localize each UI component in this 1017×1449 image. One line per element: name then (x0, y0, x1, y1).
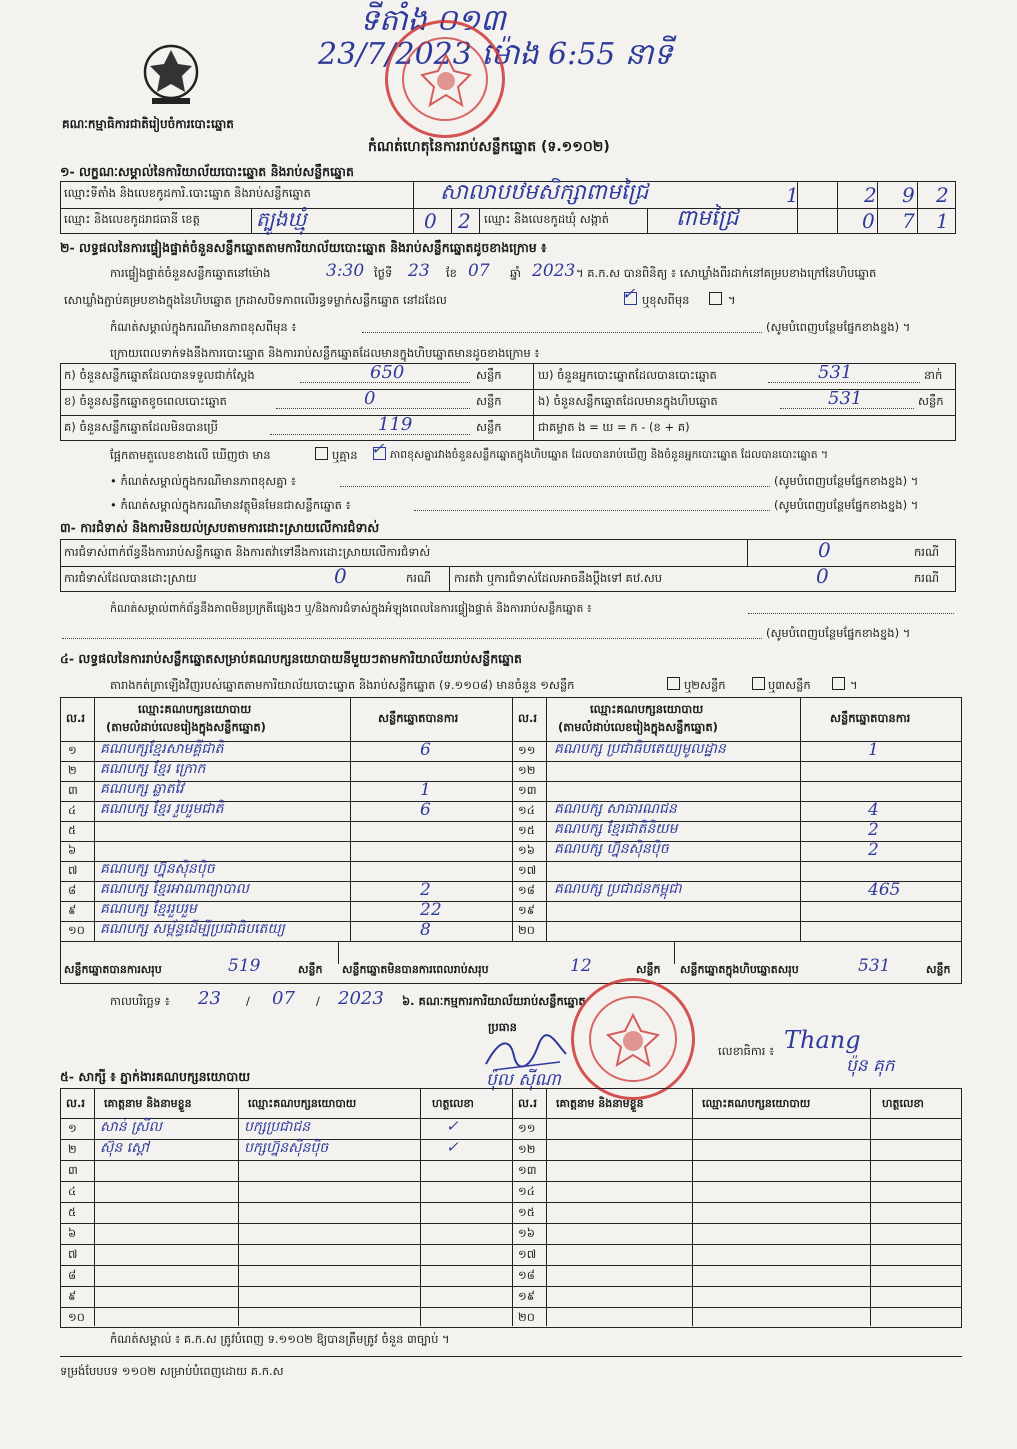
witness-col-divider (870, 1088, 871, 1326)
secretary-signature: Thang (784, 1026, 861, 1054)
total-invalid-label: សន្លឹកឆ្នោតមិនបានការពេលរាប់សរុប (342, 963, 489, 976)
section4-intro-c: ឬ៣សន្លឹក (768, 678, 811, 692)
party-row-number: ១៤ (518, 803, 535, 817)
section1-province-label: ឈ្មោះ និងលេខកូដរាជធានី ខេត្ត (64, 212, 200, 226)
results-row-divider (60, 781, 962, 782)
witness-row-number: ៥ (68, 1205, 77, 1219)
total-valid-unit: សន្លឹក (298, 963, 323, 976)
party-row-name: គណបក្ស ខ្មែរ ក្រោក (100, 761, 206, 777)
nec-logo-icon (140, 42, 202, 108)
chair-label: ប្រធាន (488, 1020, 517, 1034)
party-row-number: ៥ (68, 823, 77, 837)
party-row-name: គណបក្សខ្មែរសាមគ្គីជាតិ (100, 741, 224, 757)
results-total-divider (60, 941, 962, 942)
witness-row-divider (60, 1244, 962, 1245)
stamp-emblem-icon (418, 51, 474, 109)
party-row-number: ១៧ (518, 863, 537, 877)
witness-row-divider (60, 1265, 962, 1266)
col-party-header: ឈ្មោះគណបក្សនយោបាយ (590, 702, 704, 716)
witness-no-header: ល.រ (518, 1096, 537, 1110)
location-code-digit-4: 2 (936, 183, 949, 207)
witness-row-name: ស៊ុន ស្ដៅ (100, 1140, 149, 1156)
objection-row2b-unit: ករណី (914, 571, 939, 585)
witness-row-divider (60, 1160, 962, 1161)
bullet2-tail: (សូមបំពេញបន្ថែមផ្នែកខាងខ្នង) ។ (774, 498, 919, 512)
section1-title: ១- លក្ខណៈសម្គាល់នៃការិយាល័យបោះឆ្នោត និងរាប់សន្លឹកឆ្នោត (60, 164, 354, 179)
formula-label: ជាគម្លាត ង = ឃ = ក - (ខ + គ) (538, 420, 690, 434)
party-row-votes: 1 (420, 780, 431, 800)
count-committee-label: ៦. គណៈកម្មការការិយាល័យរាប់សន្លឹកឆ្នោត (402, 994, 586, 1008)
section2-title: ២- លទ្ធផលនៃការផ្ទៀងផ្ទាត់ចំនួនសន្លឹកឆ្នោតតាមការិយាល័យបោះឆ្នោត និងរាប់សន្លឹកឆ្នោតដូចខាងក្រោម ៖ (60, 240, 547, 255)
results-row-divider (60, 821, 962, 822)
section4-title: ៤- លទ្ធផលនៃការរាប់សន្លឹកឆ្នោតសម្រាប់គណបក្សនយោបាយនីមួយៗតាមការិយាល័យរាប់សន្លឹកឆ្នោត (60, 651, 522, 666)
discrepancy-text-b: ឬគ្មាន (332, 448, 358, 462)
row-e-value: 531 (828, 388, 863, 409)
results-col-divider (350, 697, 351, 941)
party-row-number: ៧ (68, 863, 78, 877)
row-c-unit: សន្លឹក (476, 420, 502, 434)
total-divider-2 (674, 941, 675, 964)
party-row-number: ១០ (68, 923, 85, 937)
witness-row-divider (60, 1286, 962, 1287)
witness-row-number: ៦ (68, 1226, 77, 1240)
row-d-label: ឃ) ចំនួនអ្នកបោះឆ្នោតដែលបានបោះឆ្នោត (538, 368, 717, 382)
witness-col-divider (238, 1088, 239, 1326)
verification-text-a: ការផ្ទៀងផ្ទាត់ចំនួនសន្លឹកឆ្នោតនៅម៉ោង (110, 266, 271, 280)
party-row-number: ៤ (68, 803, 77, 817)
party-row-votes: 1 (868, 740, 879, 760)
party-row-number: ២ (68, 763, 77, 777)
footer-text: ទម្រង់បែបបទ ១១០២ សម្រាប់បំពេញដោយ គ.ក.ស (60, 1364, 284, 1378)
date-year: 2023 (338, 988, 384, 1009)
changed-checkbox[interactable] (709, 292, 722, 305)
date-day: 23 (198, 988, 221, 1009)
section4-intro: តារាងកត់ត្រាឡើងវិញរបស់ឆ្នោតតាមការិយាល័យបោះឆ្នោត និងរាប់សន្លឹកឆ្នោត (ទ.១១០៨) មានចំនួន ១សន្លឹក (110, 678, 575, 692)
secretary-label: លេខាធិការ ៖ (718, 1044, 775, 1058)
total-box-value: 531 (858, 956, 891, 976)
commune-code-digit-2: 7 (902, 209, 915, 233)
total-invalid-unit: សន្លឹក (636, 963, 661, 976)
bullet1-label: • កំណត់សម្គាល់ក្នុងករណីមានភាពខុសគ្នា ៖ (110, 474, 296, 488)
committee-name: គណៈកម្មាធិការជាតិរៀបចំការបោះឆ្នោត (62, 117, 234, 131)
witness-col-divider (94, 1088, 95, 1326)
col-votes-header: សន្លឹកឆ្នោតបានការ (378, 711, 459, 725)
official-stamp-bottom (571, 978, 695, 1100)
witness-row-number: ១១ (518, 1121, 536, 1135)
party-row-votes: 6 (420, 740, 431, 760)
document-page: ទីតាំង ០១៣ 23/7/2023 ម៉ោង 6:55 នាទី គណៈកម្មាធិការជាតិរៀបចំការបោះឆ្នោត កំណត់ហេតុនៃការរាប់សន្លឹកឆ្នោត (ទ.១១០២) ១- លក្ខណៈសម្គាល់នៃការិយាល័យបោះឆ្នោត និងរាប់សន្លឹកឆ្នោត ឈ្មោះទីតាំង និងលេខកូដការិ.បោះឆ្នោត និងរាប់សន្លឹកឆ្នោត សាលាបឋមសិក្សាពាមជ្រៃ 1 2 9 2 ឈ្មោះ និងលេខកូដរាជធានី ខេត្ត ត្បូងឃ្មុំ 0 2 ឈ្មោះ និងលេខកូដឃុំ សង្កាត់ ពាមជ្រៃ 0 7 1 ២- លទ្ធផលនៃការផ្ទៀងផ្ទាត់ចំនួនសន្លឹកឆ្នោតតាមការិយាល័យបោះឆ្នោត និងរាប់សន្លឹកឆ្នោតដូចខាងក្រោម ៖ ការផ្ទៀងផ្ទាត់ចំនួនសន្លឹកឆ្នោតនៅម៉ោង 3:30 ថ្ងៃទី 23 ខែ 07 ឆ្នាំ 2023 ។ គ.ក.ស បានពិនិត្យ ៖ សោឃ្លាំងពីរដាក់នៅគម្របខាងក្រៅនៃហិបឆ្នោត សោឃ្លាំងភ្ជាប់គម្របខាងក្នុងនៃហិបឆ្នោត ក្រដាសបិទភាពលើរន្ធទម្លាក់សន្លឹកឆ្នោត នៅដដែល ✓ ឬខុសពីមុន ។ កំណត់សម្គាល់ក្នុងករណីមានភាពខុសពីមុន ៖ (សូមបំពេញបន្ថែមផ្នែកខាងខ្នង) ។ ក្រោយពេលទាក់ទងនឹងការបោះឆ្នោត និងការរាប់សន្លឹកឆ្នោតដែលមានក្នុងហិបឆ្នោតមានដូចខាងក្រោម ៖ ក) ចំនួនសន្លឹកឆ្នោតដែលបានទទួលជាក់ស្តែង 650 សន្លឹក ខ) ចំនួនសន្លឹកឆ្នោតខូចពេលបោះឆ្នោត 0 សន្លឹក គ) ចំនួនសន្លឹកឆ្នោតដែលមិនបានប្រើ 119 សន្លឹក ឃ) ចំនួនអ្នកបោះឆ្នោតដែលបានបោះឆ្នោត 531 នាក់ ង) ចំនួនសន្លឹកឆ្នោតដែលមានក្នុងហិបឆ្នោត 531 សន្លឹក ជាគម្លាត ង = ឃ = ក - (ខ + គ) ផ្អែកតាមតួលេខខាងលើ ឃើញថា មាន ឬគ្មាន ✓ ភាពខុសគ្នារវាងចំនួនសន្លឹកឆ្នោតក្នុងហិបឆ្នោត ដែលបានរាប់ឃើញ និងចំនួនអ្នកបោះឆ្នោត ដែលបានបោះឆ្នោត ។ • កំណត់សម្គាល់ក្នុងករណីមានភាពខុសគ្នា ៖ (សូមបំពេញបន្ថែមផ្នែកខាងខ្នង) ។ • កំណត់សម្គាល់ក្នុងករណីមានវត្ថុមិនមែនជាសន្លឹកឆ្នោត ៖ (សូមបំពេញបន្ថែមផ្នែកខាងខ្នង) ។ ៣- ការជំទាស់ និងការមិនយល់ស្របតាមការដោះស្រាយលើការជំទាស់ ការជំទាស់ពាក់ព័ន្ធនឹងការរាប់សន្លឹកឆ្នោត និងការតវ៉ាទៅនឹងការដោះស្រាយលើការជំទាស់ 0 ករណី ការជំទាស់ដែលបានដោះស្រាយ 0 ករណី ការតវ៉ា ឬការជំទាស់ដែលអាចនឹងប្តឹងទៅ គឋ.សប 0 ករណី កំណត់សម្គាល់ពាក់ព័ន្ធនឹងភាពមិនប្រក្រតីផ្សេងៗ ឬ/និងការជំទាស់ក្នុងអំឡុងពេលនៃការផ្ទៀងផ្ទាត់ និងការរាប់សន្លឹកឆ្នោត ៖ (សូមបំពេញបន្ថែមផ្នែកខាងខ្នង) ។ ៤- លទ្ធផលនៃការរាប់សន្លឹកឆ្នោតសម្រាប់គណបក្សនយោបាយនីមួយៗតាមការិយាល័យរាប់សន្លឹកឆ្នោត តារាងកត់ត្រាឡើងវិញរបស់ឆ្នោតតាមការិយាល័យបោះឆ្នោត និងរាប់សន្លឹកឆ្នោត (ទ.១១០៨) មានចំនួន ១សន្លឹក ឬ២សន្លឹក ឬ៣សន្លឹក ។ ល.រ ឈ្មោះគណបក្សនយោបាយ (តាមលំដាប់លេខរៀងក្នុងសន្លឹកឆ្នោត) សន្លឹកឆ្នោតបានការ ល.រ ឈ្មោះគណបក្សនយោបាយ (តាមលំដាប់លេខរៀងក្នុងសន្លឹកឆ្នោត) សន្លឹកឆ្នោតបានការ ១ គណបក្សខ្មែរសាមគ្គីជាតិ 6 ២ គណបក្ស ខ្មែរ ក្រោក ៣ គណបក្ស ឆ្លាតវៃ 1 ៤ គណបក្ស ខ្មែរ រួបរួមជាតិ 6 ៥ ៦ ៧ គណបក្ស ហ្វ៊ុនស៊ិនប៉ិច ៨ គណបក្ស ខ្មែរអាណាព្យាបាល 2 ៩ គណបក្ស ខ្មែររួបរួម 22 ១០ គណបក្ស សម្ព័ន្ធដើម្បីប្រជាធិបតេយ្យ 8 ១១ គណបក្ស ប្រជាធិបតេយ្យមូលដ្ឋាន 1 ១២ ១៣ ១៤ គណបក្ស សាធារណជន 4 ១៥ គណបក្ស ខ្មែរជាតិនិយម 2 ១៦ គណបក្ស ហ្វ៊ុនស៊ិនប៉ិច 2 ១៧ ១៨ គណបក្ស ប្រជាជនកម្ពុជា 465 ១៩ ២០ សន្លឹកឆ្នោតបានការសរុប 519 សន្លឹក សន្លឹកឆ្នោតមិនបានការពេលរាប់សរុប 12 សន្លឹក សន្លឹកឆ្នោតក្នុងហិបឆ្នោតសរុប 531 សន្លឹក កាលបរិច្ឆេទ ៖ 23 / 07 / 2023 ៦. គណៈកម្មការការិយាល័យរាប់សន្លឹកឆ្នោត ប្រធាន លេខាធិការ ៖ Thang ប៉ុន គុក ប៉ុល ស៊ីណា ៥- សាក្សី ៖ ភ្នាក់ងារគណបក្សនយោបាយ ល.រ គោត្តនាម និងនាមខ្លួន ឈ្មោះគណបក្សនយោបាយ ហត្ថលេខា ល.រ គោត្តនាម និងនាមខ្លួន ឈ្មោះគណបក្សនយោបាយ ហត្ថលេខា ១ សាន់ ស្រីល បក្សប្រជាជន ✓ ២ ស៊ុន ស្ដៅ បក្សហ្វ៊ុនស៊ិនប៉ិច ✓ ៣ ៤ ៥ ៦ ៧ ៨ ៩ ១០ ១១ ១២ ១៣ ១៤ ១៥ ១៦ ១៧ ១៨ ១៩ ២០ កំណត់សម្គាល់ ៖ គ.ក.ស ត្រូវបំពេញ ទ.១១០២ ឱ្យបានត្រឹមត្រូវ ចំនួន ៣ច្បាប់ ។ ទម្រង់បែបបទ ១១០២ សម្រាប់បំពេញដោយ គ.ក.ស (0, 0, 1017, 1449)
total-valid-label: សន្លឹកឆ្នោតបានការសរុប (64, 963, 162, 976)
results-col-divider (512, 697, 513, 941)
witness-row-number: ២ (68, 1142, 77, 1156)
section1-location-value: សាលាបឋមសិក្សាពាមជ្រៃ (440, 180, 649, 205)
note1-tail: (សូមបំពេញបន្ថែមផ្នែកខាងខ្នង) ។ (766, 320, 911, 334)
witness-row-number: ៤ (68, 1184, 77, 1198)
objection-row1-value: 0 (818, 538, 831, 562)
bullet2-label: • កំណត់សម្គាល់ក្នុងករណីមានវត្ថុមិនមែនជាសន្លឹកឆ្នោត ៖ (110, 498, 351, 512)
commune-code-digit-3: 1 (936, 209, 949, 233)
party-row-name: គណបក្ស ប្រជាជនកម្ពុជា (554, 881, 682, 897)
row-d-unit: នាក់ (924, 368, 943, 382)
party-row-name: គណបក្ស ខ្មែរជាតិនិយម (554, 821, 678, 837)
verification-text-e: ។ គ.ក.ស បានពិនិត្យ ៖ សោឃ្លាំងពីរដាក់នៅគម្របខាងក្រៅនៃហិបឆ្នោត (576, 266, 877, 280)
witness-row-signature: ✓ (446, 1138, 459, 1156)
col-party-subheader: (តាមលំដាប់លេខរៀងក្នុងសន្លឹកឆ្នោត) (558, 720, 718, 734)
party-row-name: គណបក្ស ហ្វ៊ុនស៊ិនប៉ិច (554, 841, 669, 857)
row-b-unit: សន្លឹក (476, 394, 502, 408)
witness-row-party: បក្សប្រជាជន (244, 1119, 311, 1135)
witness-row-number: ២០ (518, 1310, 535, 1324)
row-b-value: 0 (364, 388, 376, 409)
witness-header-divider (60, 1118, 962, 1119)
bullet1-tail: (សូមបំពេញបន្ថែមផ្នែកខាងខ្នង) ។ (774, 474, 919, 488)
witness-row-divider (60, 1307, 962, 1308)
witness-row-number: ៧ (68, 1247, 78, 1261)
witness-row-number: ១៧ (518, 1247, 537, 1261)
witness-no-header: ល.រ (66, 1096, 85, 1110)
results-row-divider (60, 841, 962, 842)
total-box-unit: សន្លឹក (926, 963, 951, 976)
commune-code-digit-1: 0 (862, 209, 875, 233)
witness-row-number: ១៦ (518, 1226, 535, 1240)
verification-text-f: សោឃ្លាំងភ្ជាប់គម្របខាងក្នុងនៃហិបឆ្នោត ក្រដាសបិទភាពលើរន្ធទម្លាក់សន្លឹកឆ្នោត នៅដដែល (64, 293, 447, 307)
row-d-value: 531 (818, 362, 853, 383)
party-row-votes: 4 (868, 800, 879, 820)
section1-commune-value: ពាមជ្រៃ (676, 206, 739, 231)
witness-col-divider (512, 1088, 513, 1326)
objection-row2-value: 0 (334, 564, 347, 588)
party-row-number: ១៦ (518, 843, 535, 857)
witness-col-divider (420, 1088, 421, 1326)
witness-row-number: ៩ (68, 1289, 77, 1303)
province-code-digit-2: 2 (458, 209, 471, 233)
three-sheet-checkbox[interactable] (832, 677, 845, 690)
party-row-number: ៦ (68, 843, 77, 857)
witness-row-divider (60, 1202, 962, 1203)
party-row-number: ១៩ (518, 903, 535, 917)
form-title: កំណត់ហេតុនៃការរាប់សន្លឹកឆ្នោត (ទ.១១០២) (368, 139, 610, 155)
result-intro: ក្រោយពេលទាក់ទងនឹងការបោះឆ្នោត និងការរាប់សន្លឹកឆ្នោតដែលមានក្នុងហិបឆ្នោតមានដូចខាងក្រោម ៖ (110, 346, 540, 360)
row-e-unit: សន្លឹក (918, 394, 944, 408)
witness-row-name: សាន់ ស្រីល (100, 1119, 162, 1135)
footnote: កំណត់សម្គាល់ ៖ គ.ក.ស ត្រូវបំពេញ ទ.១១០២ ឱ្យបានត្រឹមត្រូវ ចំនួន ៣ច្បាប់ ។ (110, 1332, 450, 1346)
objection-row2-label: ការជំទាស់ដែលបានដោះស្រាយ (64, 571, 197, 585)
verification-text-g: ឬខុសពីមុន (642, 293, 690, 307)
party-row-name: គណបក្ស ខ្មែររួបរួម (100, 901, 197, 917)
party-row-votes: 2 (420, 880, 431, 900)
witness-name-header: គោត្តនាម និងនាមខ្លួន (104, 1097, 192, 1110)
witness-party-header: ឈ្មោះគណបក្សនយោបាយ (702, 1097, 811, 1110)
objection-row2b-value: 0 (816, 564, 829, 588)
secretary-name: ប៉ុន គុក (846, 1056, 895, 1076)
unchanged-check-mark: ✓ (622, 284, 636, 303)
party-row-votes: 2 (868, 840, 879, 860)
party-row-name: គណបក្ស ខ្មែរ រួបរួមជាតិ (100, 801, 224, 817)
total-box-label: សន្លឹកឆ្នោតក្នុងហិបឆ្នោតសរុប (680, 963, 799, 976)
section1-location-label: ឈ្មោះទីតាំង និងលេខកូដការិ.បោះឆ្នោត និងរាប់សន្លឹកឆ្នោត (64, 186, 311, 200)
witness-row-number: ១០ (68, 1310, 85, 1324)
party-row-number: ៩ (68, 903, 77, 917)
date-month: 07 (272, 988, 295, 1009)
witness-row-divider (60, 1223, 962, 1224)
party-row-votes: 6 (420, 800, 431, 820)
witness-row-number: ៣ (68, 1163, 78, 1177)
verification-text-d: ឆ្នាំ (510, 266, 521, 280)
results-col-divider (546, 697, 547, 941)
handwritten-location-code: ទីតាំង ០១៣ (360, 3, 506, 38)
witness-party-header: ឈ្មោះគណបក្សនយោបាយ (248, 1097, 357, 1110)
results-col-divider (800, 697, 801, 941)
col-party-subheader: (តាមលំដាប់លេខរៀងក្នុងសន្លឹកឆ្នោត) (106, 720, 266, 734)
stamp-emblem-icon-2 (604, 1011, 662, 1069)
discrepancy-yes-checkbox[interactable] (315, 447, 328, 460)
objection-row1-unit: ករណី (914, 545, 939, 559)
party-row-votes: 8 (420, 920, 431, 940)
objection-row2-unit: ករណី (406, 571, 431, 585)
section1-commune-label: ឈ្មោះ និងលេខកូដឃុំ សង្កាត់ (484, 212, 609, 226)
party-row-number: ១៨ (518, 883, 535, 897)
row-a-value: 650 (370, 362, 405, 383)
witness-row-signature: ✓ (446, 1117, 459, 1135)
party-row-number: ២០ (518, 923, 535, 937)
location-code-digit-3: 9 (902, 183, 915, 207)
party-row-name: គណបក្ស ប្រជាធិបតេយ្យមូលដ្ឋាន (554, 741, 726, 757)
col-party-header: ឈ្មោះគណបក្សនយោបាយ (138, 702, 252, 716)
verification-month: 07 (468, 261, 490, 281)
witness-row-number: ១ (68, 1121, 77, 1135)
row-a-label: ក) ចំនួនសន្លឹកឆ្នោតដែលបានទទួលជាក់ស្តែង (64, 368, 255, 382)
row-c-label: គ) ចំនួនសន្លឹកឆ្នោតដែលមិនបានប្រើ (64, 420, 218, 434)
party-row-number: ១២ (518, 763, 536, 777)
province-code-digit-1: 0 (424, 209, 437, 233)
total-invalid-value: 12 (570, 956, 592, 976)
official-stamp-top (385, 20, 505, 138)
party-row-number: ១ (68, 743, 77, 757)
row-a-unit: សន្លឹក (476, 368, 502, 382)
objection-note: កំណត់សម្គាល់ពាក់ព័ន្ធនឹងភាពមិនប្រក្រតីផ្សេងៗ ឬ/និងការជំទាស់ក្នុងអំឡុងពេលនៃការផ្ទៀងផ្ទាត់ និងការរាប់សន្លឹកឆ្នោត ៖ (110, 602, 592, 615)
witness-row-number: ៨ (68, 1268, 77, 1282)
party-row-number: ១៥ (518, 823, 535, 837)
chair-name: ប៉ុល ស៊ីណា (486, 1070, 561, 1090)
location-code-digit-2: 2 (864, 183, 877, 207)
verification-time: 3:30 (326, 261, 365, 281)
handwritten-date-time: 23/7/2023 ម៉ោង 6:55 នាទី (318, 37, 673, 72)
verification-text-b: ថ្ងៃទី (374, 266, 393, 280)
witness-row-number: ១២ (518, 1142, 536, 1156)
objection-row2b-label: ការតវ៉ា ឬការជំទាស់ដែលអាចនឹងប្តឹងទៅ គឋ.សប (454, 571, 663, 585)
witness-signature-header: ហត្ថលេខា (432, 1097, 474, 1110)
section5-title: ៥- សាក្សី ៖ ភ្នាក់ងារគណបក្សនយោបាយ (60, 1069, 251, 1084)
row-c-value: 119 (378, 414, 413, 435)
discrepancy-no-check-mark: ✓ (371, 439, 385, 458)
chair-signature-icon (480, 1034, 570, 1074)
col-votes-header: សន្លឹកឆ្នោតបានការ (830, 711, 911, 725)
witness-row-number: ១៨ (518, 1268, 535, 1282)
witness-col-divider (546, 1088, 547, 1326)
section3-title: ៣- ការជំទាស់ និងការមិនយល់ស្របតាមការដោះស្រាយលើការជំទាស់ (60, 520, 380, 535)
date-label: កាលបរិច្ឆេទ ៖ (110, 994, 170, 1008)
witness-row-number: ១៤ (518, 1184, 535, 1198)
witness-table (60, 1088, 962, 1328)
two-sheet-checkbox[interactable] (752, 677, 765, 690)
party-row-votes: 22 (420, 900, 442, 920)
party-row-votes: 465 (868, 880, 901, 900)
discrepancy-text-a: ផ្អែកតាមតួលេខខាងលើ ឃើញថា មាន (110, 448, 271, 462)
witness-row-divider (60, 1139, 962, 1140)
witness-row-number: ១៩ (518, 1289, 535, 1303)
witness-row-divider (60, 1181, 962, 1182)
verification-text-c: ខែ (446, 266, 457, 280)
section1-province-value: ត្បូងឃ្មុំ (256, 207, 307, 231)
location-code-digit-1: 1 (786, 183, 799, 207)
objection-row1-label: ការជំទាស់ពាក់ព័ន្ធនឹងការរាប់សន្លឹកឆ្នោត និងការតវ៉ាទៅនឹងការដោះស្រាយលើការជំទាស់ (64, 545, 431, 559)
verification-year: 2023 (532, 261, 576, 281)
party-row-number: ៨ (68, 883, 77, 897)
party-row-votes: 2 (868, 820, 879, 840)
witness-col-divider (692, 1088, 693, 1326)
party-row-name: គណបក្ស សម្ព័ន្ធដើម្បីប្រជាធិបតេយ្យ (100, 921, 285, 937)
witness-name-header: គោត្តនាម និងនាមខ្លួន (556, 1097, 644, 1110)
col-no-header: ល.រ (518, 711, 537, 725)
col-no-header: ល.រ (66, 711, 85, 725)
row-e-label: ង) ចំនួនសន្លឹកឆ្នោតដែលមានក្នុងហិបឆ្នោត (538, 394, 718, 408)
party-row-name: គណបក្ស ខ្មែរអាណាព្យាបាល (100, 881, 249, 897)
party-row-number: ៣ (68, 783, 78, 797)
party-row-number: ១១ (518, 743, 536, 757)
party-row-name: គណបក្ស ហ្វ៊ុនស៊ិនប៉ិច (100, 861, 215, 877)
witness-row-number: ១៥ (518, 1205, 535, 1219)
objection-note-tail: (សូមបំពេញបន្ថែមផ្នែកខាងខ្នង) ។ (766, 626, 911, 640)
row-b-label: ខ) ចំនួនសន្លឹកឆ្នោតខូចពេលបោះឆ្នោត (64, 394, 227, 408)
discrepancy-text-c: ភាពខុសគ្នារវាងចំនួនសន្លឹកឆ្នោតក្នុងហិបឆ្នោត ដែលបានរាប់ឃើញ និងចំនួនអ្នកបោះឆ្នោត ដែលបានបោះឆ្នោត ។ (390, 448, 829, 461)
witness-row-number: ១៣ (518, 1163, 537, 1177)
note1-label: កំណត់សម្គាល់ក្នុងករណីមានភាពខុសពីមុន ៖ (110, 320, 297, 334)
total-valid-value: 519 (228, 956, 261, 976)
party-row-name: គណបក្ស សាធារណជន (554, 801, 677, 817)
witness-row-party: បក្សហ្វ៊ុនស៊ិនប៉ិច (244, 1140, 329, 1156)
party-row-name: គណបក្ស ឆ្លាតវៃ (100, 781, 184, 797)
party-row-number: ១៣ (518, 783, 537, 797)
section4-intro-b: ឬ២សន្លឹក (684, 678, 726, 692)
results-col-divider (94, 697, 95, 941)
total-divider-1 (338, 941, 339, 964)
witness-signature-header: ហត្ថលេខា (882, 1097, 924, 1110)
one-sheet-checkbox[interactable] (667, 677, 680, 690)
verification-day: 23 (408, 261, 430, 281)
